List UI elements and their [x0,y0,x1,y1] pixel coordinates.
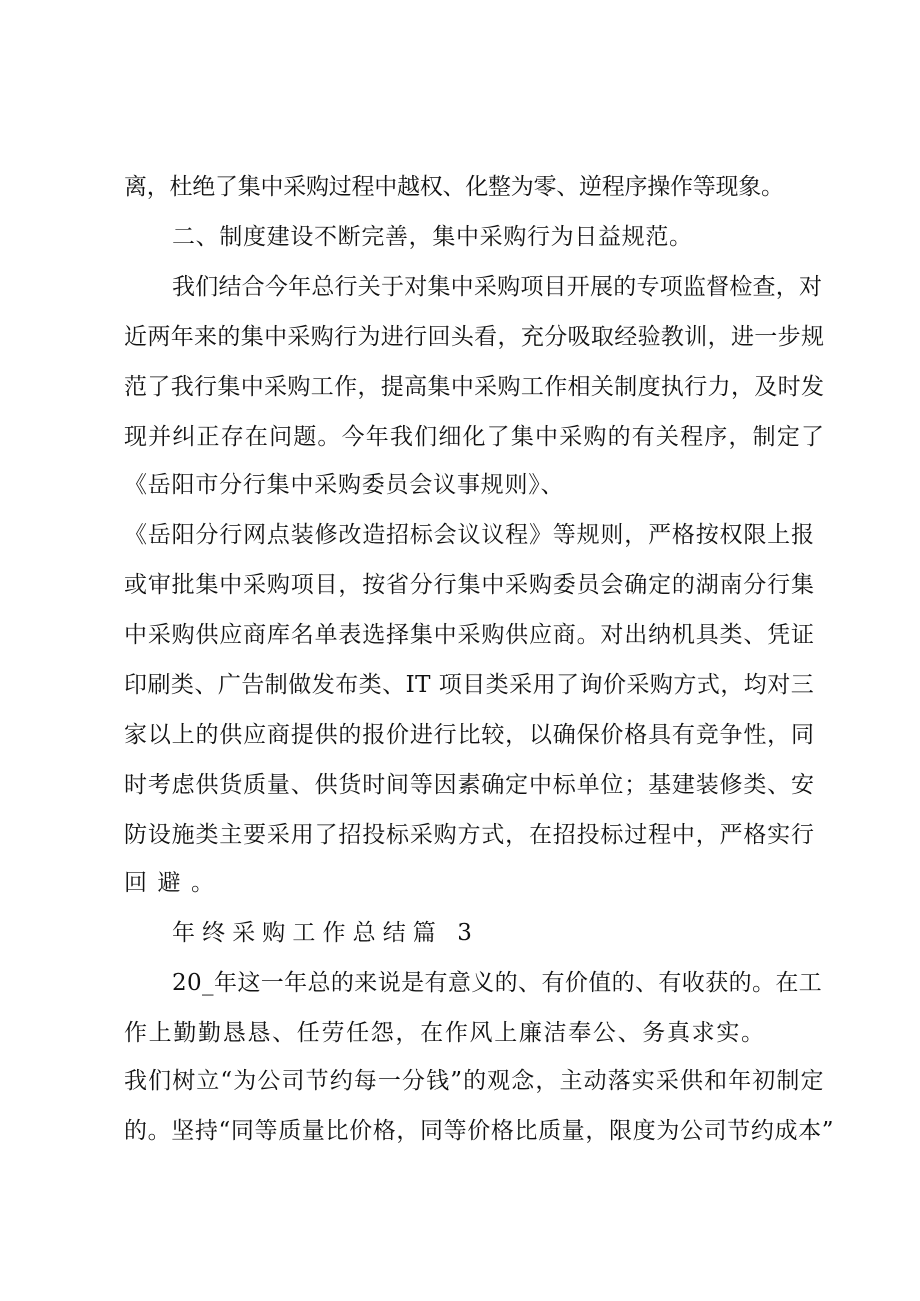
text-line: 作上勤勤恳恳、任劳任怨，在作风上廉洁奉公、务真求实。 [124,1020,766,1046]
text-line: 我们树立“为公司节约每一分钱”的观念，主动落实采供和年初制定 [124,1068,825,1094]
text-line: 回避。 [124,870,225,896]
text-line: 《岳阳分行网点装修改造招标会议议程》等规则，严格按权限上报 [124,522,815,548]
text-line: 时考虑供货质量、供货时间等因素确定中标单位；基建装修类、安 [124,772,815,798]
text-line: 近两年来的集中采购行为进行回头看，充分吸取经验教训，进一步规 [124,324,825,350]
section-heading: 年终采购工作总结篇 3 [172,920,480,946]
section-heading: 二、制度建设不断完善，集中采购行为日益规范。 [172,224,693,250]
text-line: 20_年这一年总的来说是有意义的、有价值的、有收获的。在工 [172,970,823,996]
text-line: 我们结合今年总行关于对集中采购项目开展的专项监督检查，对 [172,274,823,300]
text-line: 防设施类主要采用了招投标采购方式，在招投标过程中，严格实行 [124,822,815,848]
text-line: 的。坚持“同等质量比价格，同等价格比质量，限度为公司节约成本” [124,1118,835,1144]
text-line: 印刷类、广告制做发布类、IT 项目类采用了询价采购方式，均对三 [124,672,815,698]
text-line: 范了我行集中采购工作，提高集中采购工作相关制度执行力，及时发 [124,374,825,400]
text-line: 《岳阳市分行集中采购委员会议事规则》、 [124,472,565,498]
text-line: 或审批集中采购项目，按省分行集中采购委员会确定的湖南分行集 [124,572,815,598]
text-line: 家以上的供应商提供的报价进行比较，以确保价格具有竞争性，同 [124,722,815,748]
text-line: 中采购供应商库名单表选择集中采购供应商。对出纳机具类、凭证 [124,622,815,648]
text-line: 现并纠正存在问题。今年我们细化了集中采购的有关程序，制定了 [124,424,826,450]
text-line: 离，杜绝了集中采购过程中越权、化整为零、逆程序操作等现象。 [124,174,784,200]
